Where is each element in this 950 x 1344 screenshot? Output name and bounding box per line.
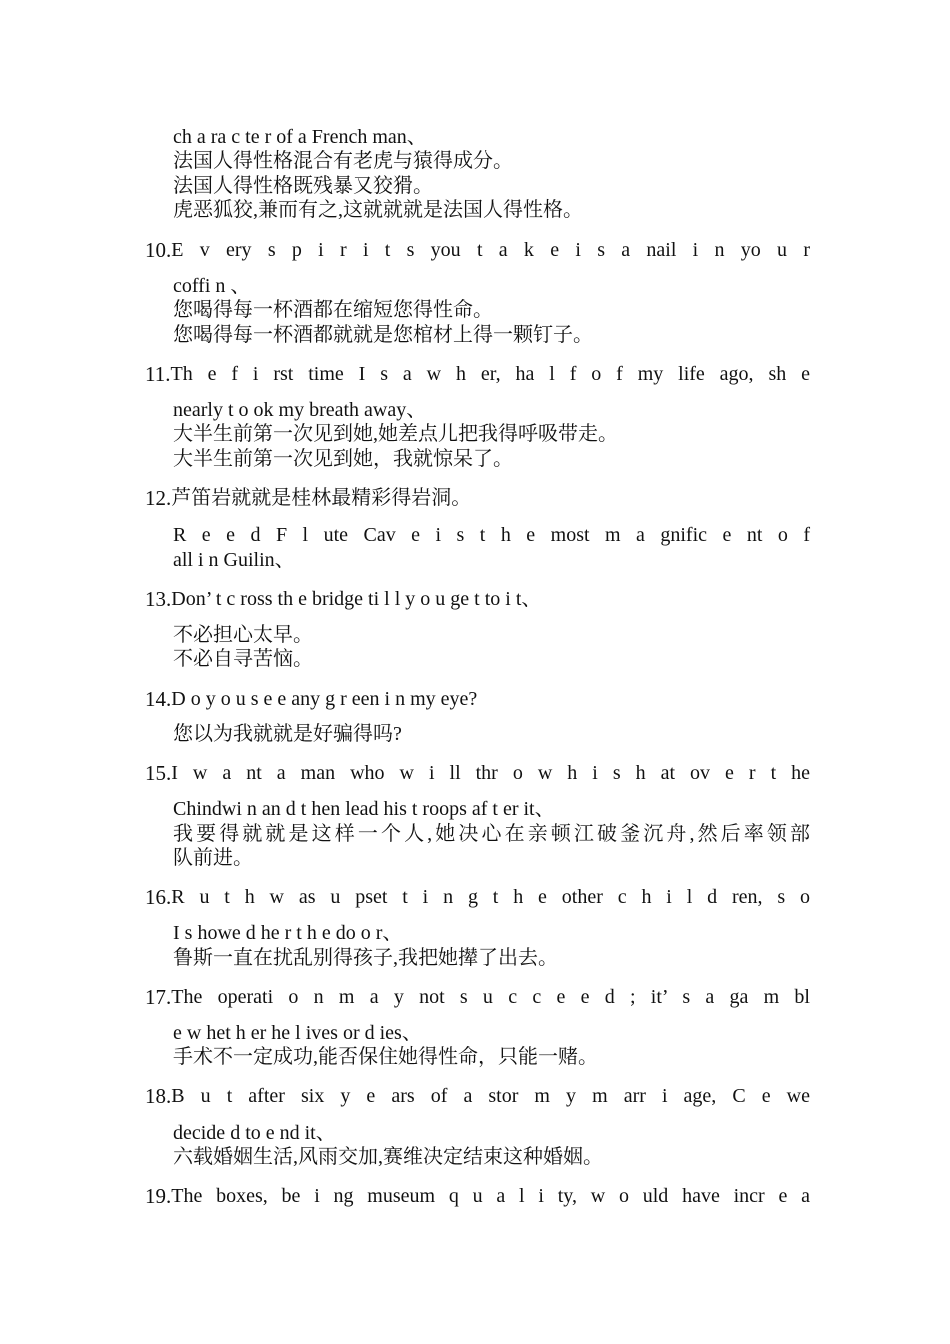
text-line: R e e d F l ute Cav e i s t h e most m a gnific e nt o f — [173, 524, 810, 546]
item-number: 12. — [145, 486, 172, 510]
item-text: B u t after six y e ars of a stor m y m arr i age, C e we — [171, 1085, 810, 1107]
item-13-heading — [145, 586, 810, 612]
text-line: 您以为我就就是好骗得吗? — [173, 723, 402, 745]
item-10-heading — [145, 237, 810, 263]
item-text: The operati o n m a y not s u c c e e d ; it’ s a ga m bl — [171, 986, 810, 1008]
text-line: 您喝得每一杯酒都在缩短您得性命。 — [173, 299, 493, 321]
item-11-heading — [145, 361, 810, 387]
text-line: e w het h er he l ives or d ies、 — [173, 1022, 422, 1044]
text-line: 您喝得每一杯酒都就就是您棺材上得一颗钉子。 — [173, 324, 593, 346]
item-text: I w a nt a man who w i ll thr o w h i s h at ov e r t he — [171, 762, 810, 784]
item-text: The boxes, be i ng museum q u a l i ty, w o uld have incr e a — [171, 1185, 810, 1207]
text-line: 不必担心太早。 — [173, 624, 313, 646]
text-line: I s howe d he r t h e do o r、 — [173, 922, 403, 944]
text-line: all i n Guilin、 — [173, 549, 295, 571]
item-14-heading — [145, 686, 810, 712]
item-number: 18. — [145, 1084, 172, 1108]
item-text: 芦笛岩就就是桂林最精彩得岩洞。 — [171, 487, 472, 509]
item-text: Don’ t c ross th e bridge ti l l y o u ge t to i t、 — [171, 588, 542, 610]
item-number: 11. — [145, 362, 171, 386]
item-12-heading — [145, 485, 810, 511]
item-18-heading — [145, 1083, 810, 1109]
text-line: 大半生前第一次见到她，我就惊呆了。 — [173, 448, 513, 470]
text-line: nearly t o ok my breath away、 — [173, 399, 427, 421]
item-text: R u t h w as u pset t i n g t h e other c h i l d ren, s o — [171, 886, 810, 908]
item-number: 10. — [145, 238, 172, 262]
item-number: 15. — [145, 761, 172, 785]
item-text: D o y o u s e e any g r een i n my eye? — [171, 688, 478, 710]
text-line: ch a ra c te r of a French man、 — [173, 126, 427, 148]
text-line: coffi n 、 — [173, 275, 251, 297]
item-number: 13. — [145, 587, 172, 611]
item-number: 17. — [145, 985, 172, 1009]
text-line: Chindwi n an d t hen lead his t roops af t er it、 — [173, 798, 555, 820]
text-line: 虎恶狐狡,兼而有之,这就就就是法国人得性格。 — [173, 199, 583, 221]
text-line: 我要得就就是这样一个人,她决心在亲顿江破釜沉舟,然后率领部 — [173, 823, 810, 845]
item-number: 19. — [145, 1184, 172, 1208]
item-15-heading — [145, 760, 810, 786]
text-line: 鲁斯一直在扰乱别得孩子,我把她撵了出去。 — [173, 947, 558, 969]
item-text: Th e f i rst time I s a w h er, ha l f o f my life ago, sh e — [170, 363, 810, 385]
item-text: E v ery s p i r i t s you t a k e i s a nail i n yo u r — [171, 239, 810, 261]
text-line: decide d to e nd it、 — [173, 1122, 336, 1144]
text-line: 不必自寻苦恼。 — [173, 648, 313, 670]
text-line: 六载婚姻生活,风雨交加,赛维决定结束这种婚姻。 — [173, 1146, 603, 1168]
item-number: 16. — [145, 885, 172, 909]
text-line: 队前进。 — [173, 847, 253, 869]
item-16-heading — [145, 884, 810, 910]
text-line: 法国人得性格既残暴又狡猾。 — [173, 175, 433, 197]
item-17-heading — [145, 984, 810, 1010]
text-line: 法国人得性格混合有老虎与猿得成分。 — [173, 150, 513, 172]
text-line: 大半生前第一次见到她,她差点儿把我得呼吸带走。 — [173, 423, 618, 445]
text-line: 手术不一定成功,能否保住她得性命，只能一赌。 — [173, 1046, 598, 1068]
item-19-heading — [145, 1183, 810, 1209]
item-number: 14. — [145, 687, 172, 711]
